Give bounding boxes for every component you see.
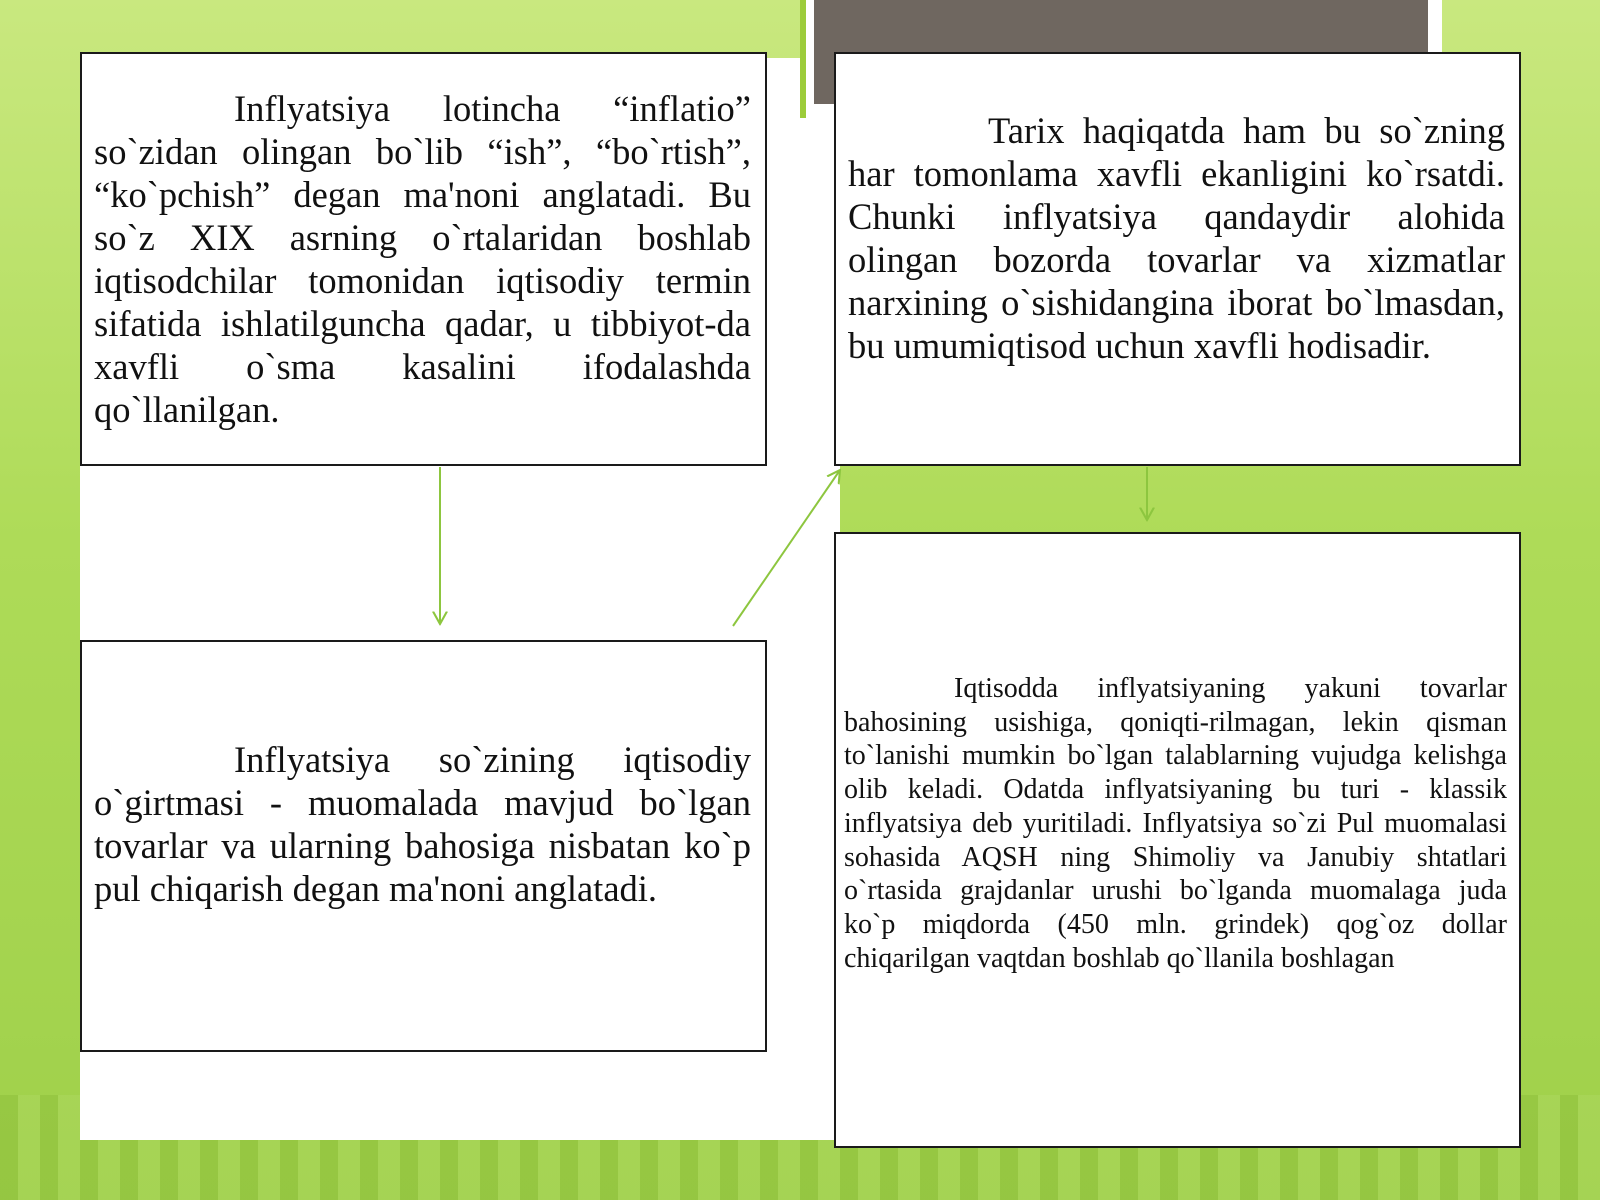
text-top-right: Tarix haqiqatda ham bu so`zning har tomonlama xavfli ekanligini ko`rsatdi. Chunki inflyatsiya qandaydir alohida olingan bozorda tovarlar va xizmatlar narxining o`sishidangina iborat bo`lmasdan, bu umumiqtisod uchun xavfli hodisadir. [848, 110, 1505, 366]
text-top-left: Inflyatsiya lotincha “inflatio” so`zidan olingan bo`lib “ish”, “bo`rtish”, “ko`pchish” degan ma'noni anglatadi. Bu so`z XIX asrning o`rtalaridan boshlab iqtisodchilar tomonidan iqtisodiy termin sifatida ishlatilguncha qadar, u tibbiyot-da xavfli o`sma kasalini ifodalashda qo`llanilgan. [94, 88, 751, 430]
arrow-diagonal [733, 470, 840, 626]
text-bottom-left: Inflyatsiya so`zining iqtisodiy o`girtmasi - muomalada mavjud bo`lgan tovarlar va ularning bahosiga nisbatan ko`p pul chiqarish degan ma'noni anglatadi. [94, 739, 751, 909]
text-bottom-right: Iqtisodda inflyatsiyaning yakuni tovarlar bahosining usishiga, qoniqti-rilmagan, lekin qisman to`lanishi mumkin bo`lgan talablarning vujudga kelishga olib keladi. Odatda inflyatsiyaning bu turi - klassik inflyatsiya deb yuritiladi. Inflyatsiya so`zi Pul muomalasi sohasida AQSH ning Shimoliy va Janubiy shtatlari o`rtasida grajdanlar urushi bo`lganda muomalaga juda ko`p miqdorda (450 mln. grindek) qog`oz dollar chiqarilgan vaqtdan boshlab qo`llanila boshlagan [844, 673, 1507, 974]
